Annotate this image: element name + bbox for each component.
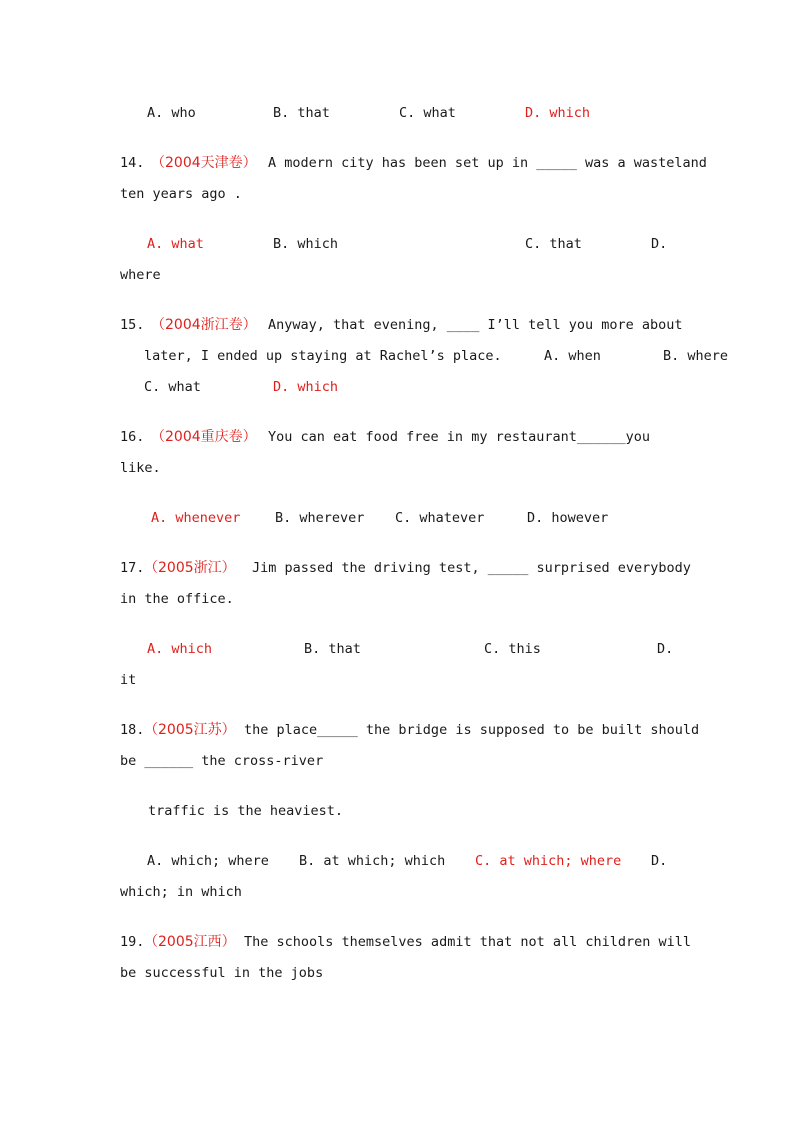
text-segment: C. whatever bbox=[395, 510, 485, 526]
question-source-tag: （2004浙江卷） bbox=[151, 317, 257, 333]
text-segment: A. when bbox=[544, 348, 601, 364]
text-segment: like. bbox=[120, 460, 161, 476]
answer-option-correct: A. which bbox=[147, 641, 213, 657]
text-segment: in the office. bbox=[120, 591, 234, 607]
text-segment: 16. bbox=[120, 429, 153, 445]
text-segment: it bbox=[120, 672, 137, 688]
text-segment: which; in which bbox=[120, 884, 242, 900]
text-segment: A. who bbox=[147, 105, 196, 121]
text-segment: B. wherever bbox=[275, 510, 365, 526]
text-segment: D. bbox=[657, 641, 674, 657]
text-segment: 15. bbox=[120, 317, 153, 333]
text-segment: B. that bbox=[273, 105, 330, 121]
text-segment: B. that bbox=[304, 641, 361, 657]
text-segment: B. which bbox=[273, 236, 339, 252]
text-segment: 14. bbox=[120, 155, 153, 171]
question-source-tag: （2004天津卷） bbox=[151, 155, 257, 171]
text-segment: D. bbox=[651, 853, 668, 869]
text-segment: traffic is the heaviest. bbox=[148, 803, 344, 819]
text-segment: C. this bbox=[484, 641, 541, 657]
text-segment: C. that bbox=[525, 236, 582, 252]
answer-option-correct: C. at which; where bbox=[475, 853, 622, 869]
answer-option-correct: A. whenever bbox=[151, 510, 241, 526]
text-segment: 18. bbox=[120, 722, 145, 738]
text-segment: You can eat food free in my restaurant______you bbox=[268, 429, 651, 445]
text-segment: The schools themselves admit that not all children will bbox=[244, 934, 692, 950]
answer-option-correct: D. which bbox=[273, 379, 339, 395]
text-segment: be successful in the jobs bbox=[120, 965, 324, 981]
text-segment: A. which; where bbox=[147, 853, 269, 869]
text-segment: the place_____ the bridge is supposed to be built should bbox=[244, 722, 700, 738]
text-segment: be ______ the cross-river bbox=[120, 753, 324, 769]
text-segment: C. what bbox=[144, 379, 201, 395]
text-segment: ten years ago . bbox=[120, 186, 242, 202]
text-segment: Anyway, that evening, ____ I’ll tell you more about bbox=[268, 317, 683, 333]
text-segment: where bbox=[120, 267, 161, 283]
text-segment: D. however bbox=[527, 510, 609, 526]
question-source-tag: （2005浙江） bbox=[144, 560, 236, 576]
answer-option-correct: A. what bbox=[147, 236, 204, 252]
text-segment: 17. bbox=[120, 560, 145, 576]
text-segment: B. where bbox=[663, 348, 729, 364]
text-segment: Jim passed the driving test, _____ surprised everybody bbox=[252, 560, 691, 576]
answer-option-correct: D. which bbox=[525, 105, 591, 121]
question-source-tag: （2005江苏） bbox=[144, 722, 236, 738]
text-segment: 19. bbox=[120, 934, 145, 950]
text-segment: B. at which; which bbox=[299, 853, 446, 869]
question-source-tag: （2004重庆卷） bbox=[151, 429, 257, 445]
text-segment: later, I ended up staying at Rachel’s place. bbox=[144, 348, 502, 364]
text-segment: D. bbox=[651, 236, 668, 252]
text-segment: C. what bbox=[399, 105, 456, 121]
text-segment: A modern city has been set up in _____ was a wasteland bbox=[268, 155, 707, 171]
question-source-tag: （2005江西） bbox=[144, 934, 236, 950]
